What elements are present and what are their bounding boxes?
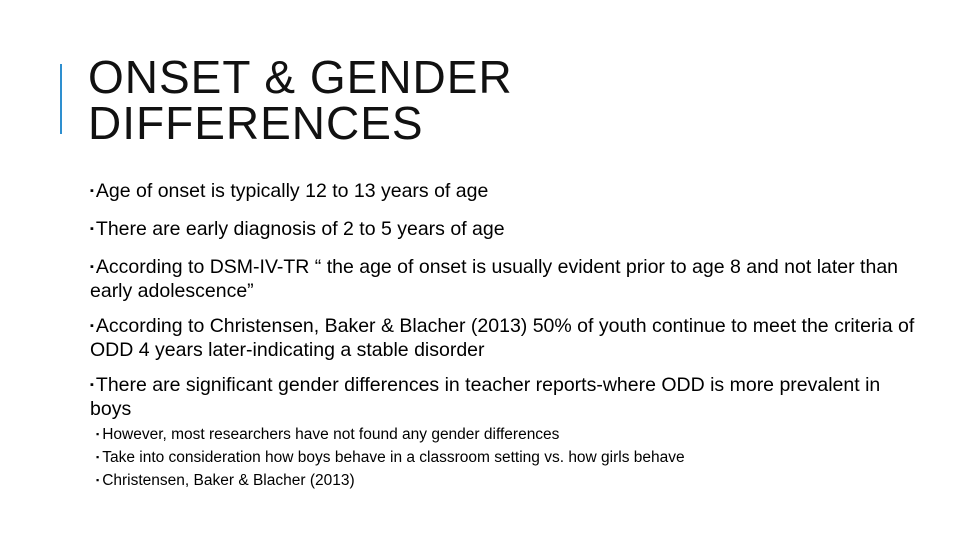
sub-bullet-icon: ▪ — [96, 429, 100, 439]
sub-bullet-text: Christensen, Baker & Blacher (2013) — [102, 472, 355, 489]
sub-bullet-item-1 — [96, 424, 918, 447]
bullet-item-4 — [88, 316, 918, 361]
bullet-item-2 — [88, 219, 918, 243]
sub-bullet-text: However, most researchers have not found any gender differences — [102, 426, 560, 443]
bullet-item-3 — [88, 257, 918, 302]
title-line-2: DIFFERENCES — [88, 97, 424, 149]
bullet-item-1 — [88, 181, 918, 205]
bullet-icon: ▪ — [90, 320, 94, 332]
sub-bullet-text: Take into consideration how boys behave in a classroom setting vs. how girls behave — [102, 449, 685, 466]
bullet-icon: ▪ — [90, 223, 94, 235]
bullet-item-5 — [88, 375, 918, 493]
bullet-text: According to Christensen, Baker & Blacher (2013) 50% of youth continue to meet the criteria of ODD 4 years later-indicating a stable disorder — [90, 315, 915, 361]
bullet-icon: ▪ — [90, 185, 94, 197]
title-line-1: ONSET & GENDER — [88, 51, 513, 103]
bullet-text: Age of onset is typically 12 to 13 years of age — [95, 180, 489, 202]
bullet-icon: ▪ — [90, 379, 94, 391]
bullet-text: According to DSM-IV-TR “ the age of onset is usually evident prior to age 8 and not later than early adolescence” — [90, 256, 899, 302]
bullet-list — [88, 181, 918, 507]
sub-bullet-list — [96, 424, 918, 493]
slide-title — [88, 51, 908, 149]
sub-bullet-icon: ▪ — [96, 452, 100, 462]
bullet-icon: ▪ — [90, 261, 94, 273]
sub-bullet-item-3 — [96, 470, 918, 493]
bullet-text: There are early diagnosis of 2 to 5 years of age — [95, 218, 505, 240]
sub-bullet-icon: ▪ — [96, 475, 100, 485]
sub-bullet-item-2 — [96, 447, 918, 470]
title-accent-bar — [60, 64, 62, 134]
bullet-text: There are significant gender differences in teacher reports-where ODD is more prevalent in boys — [90, 374, 881, 420]
